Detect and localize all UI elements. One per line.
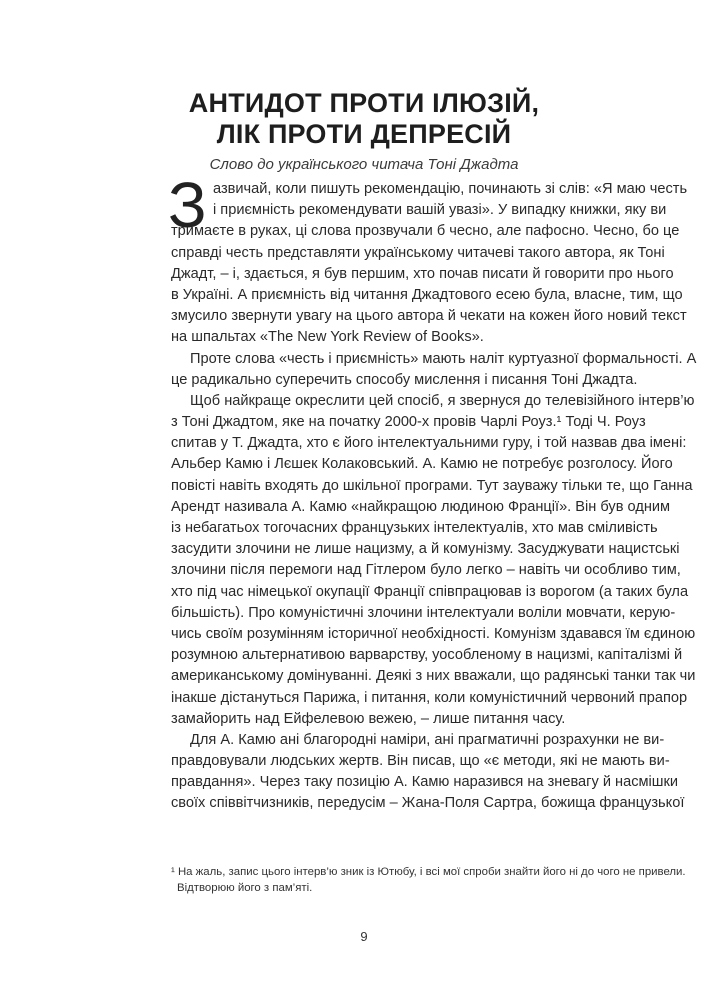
text-line: змусило звернути увагу на цього автора й чекати на кожен його новий текст [171,308,687,325]
text-line: чись своїм розумінням історичної необхідності. Комунізм здавався їм єдиною [171,625,696,642]
text-line: на шпальтах «The New York Review of Books». [171,329,484,346]
text-line: Щоб найкраще окреслити цей спосіб, я звернуся до телевізійного інтерв’ю [190,392,695,409]
chapter-heading [170,88,558,175]
text-line: Альбер Камю і Лєшек Колаковський. А. Камю не потребує розголосу. Його [171,456,673,473]
text-line: злочини після перемоги над Гітлером було легко – навіть чи особливо тим, [171,562,681,579]
paragraph [171,391,696,730]
text-line: американському домінуванні. Деякі з них вважали, що радянські танки так чи [171,668,696,685]
paragraph [171,730,685,815]
text-line: правдовували людських жертв. Він писав, що «є методи, які не мають ви- [171,753,670,770]
text-line: розумною альтернативою варварству, уособленому в нацизмі, капіталізмі й [171,647,683,664]
text-line: справді честь представляти українському читачеві такого автора, як Тоні [171,244,665,261]
page-number: 9 [360,929,368,944]
text-line: своїх співвітчизників, передусім – Жана-Поля Сартра, божища французької [171,795,685,812]
text-line: Для А. Камю ані благородні наміри, ані прагматичні розрахунки не ви- [190,731,665,748]
text-line: із небагатьох тогочасних французьких інтелектуалів, хто мав сміливість [171,520,658,536]
chapter-subtitle: Слово до українського читача Тоні Джадта [209,156,519,173]
text-line: правдання». Через таку позицію А. Камю наразився на зневагу й насмішки [171,774,679,791]
text-line: і приємність рекомендувати вашій увазі». У випадку книжки, яку ви [213,202,667,219]
paragraph [171,349,697,391]
footnotes [171,864,686,896]
text-line: інакше дістануться Парижа, і питання, коли комуністичний червоний прапор [171,689,688,706]
text-line: повісті навіть входять до шкільної програми. Тут зауважу тільки те, що Ганна [171,477,693,494]
chapter-title-line-1: АНТИДОТ ПРОТИ ІЛЮЗІЙ, [188,88,540,118]
text-line: спитав у Т. Джадта, хто є його інтелектуальними гуру, і той назвав два імені: [171,435,687,452]
text-line: Проте слова «честь і приємність» мають наліт куртуазної формальності. А [190,350,697,367]
text-line: Джадт, – і, здається, я був першим, хто почав писати й говорити про нього [171,265,674,282]
chapter-title-line-2: ЛІК ПРОТИ ДЕПРЕСІЙ [216,119,512,149]
text-line: замайорить над Ейфелевою вежею, – лише питання часу. [171,710,566,727]
drop-cap: З [168,169,207,241]
text-line: Арендт називала А. Камю «найкращою людиною Франції». Він був одним [171,498,671,515]
paragraph [171,179,688,349]
body-text [171,179,697,815]
footnote-line: ¹ На жаль, запис цього інтерв’ю зник із Ютюбу, і всі мої спроби знайти його ні до чого не привели. [171,866,686,878]
text-line: в Україні. А приємність від читання Джадтового есею була, власне, тим, що [171,286,683,303]
text-line: це радикально суперечить способу мислення і писання Тоні Джадта. [171,371,638,388]
text-line: з Тоні Джадтом, яке на початку 2000-х провів Чарлі Роуз.¹ Тоді Ч. Роуз [171,414,646,431]
text-line: більшість). Про комуністичні злочини інтелектуали воліли мовчати, керую- [171,604,676,621]
text-line: тримаєте в руках, ці слова прозвучали б чесно, але пафосно. Чесно, бо це [171,223,680,240]
footnote-line: Відтворюю його з пам’яті. [177,882,313,894]
text-line: засудити злочини не лише нацизму, а й комунізму. Засуджувати нацистські [171,541,680,558]
text-line: азвичай, коли пишуть рекомендацію, починають зі слів: «Я маю честь [213,181,688,197]
text-line: хто під час німецької окупації Франції співпрацював із ворогом (а таких була [171,583,689,600]
